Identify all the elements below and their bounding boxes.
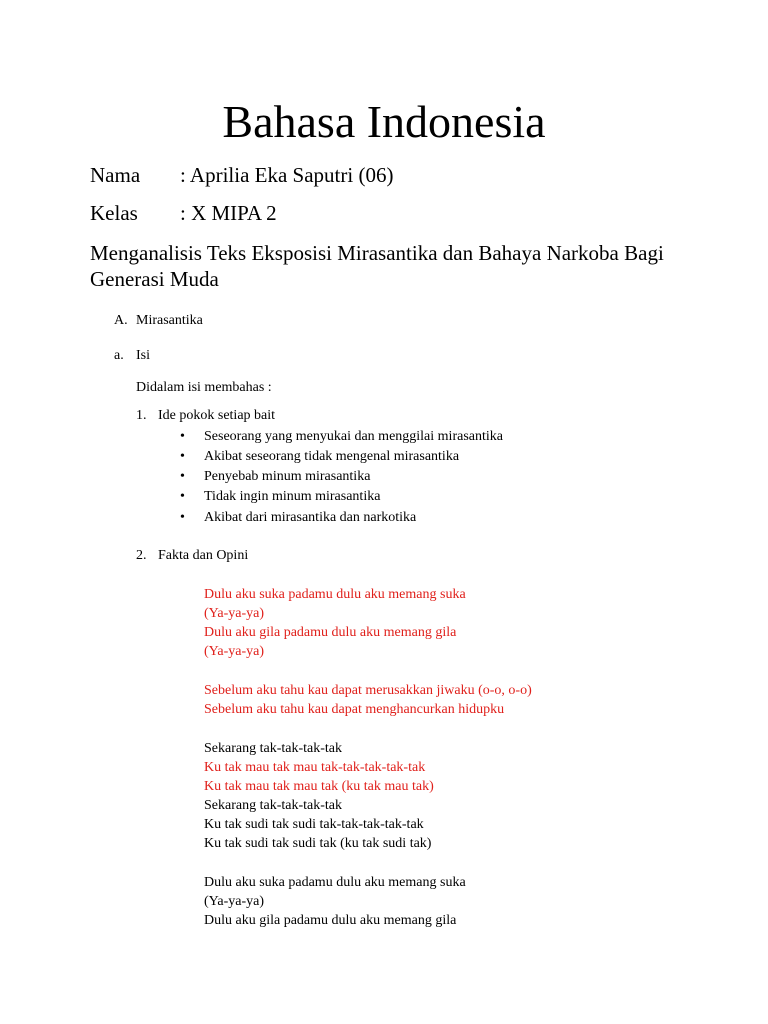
item1-label: Ide pokok setiap bait bbox=[158, 408, 276, 423]
lyric-line: Sebelum aku tahu kau dapat merusakkan jiwaku (o-o, o-o) bbox=[204, 683, 532, 698]
class-field bbox=[90, 200, 277, 226]
bullet-icon: • bbox=[180, 449, 185, 464]
name-label: Nama bbox=[90, 163, 141, 187]
bullet-text: Akibat seseorang tidak mengenal mirasantika bbox=[204, 449, 460, 464]
lyric-line: Ku tak sudi tak sudi tak-tak-tak-tak-tak bbox=[204, 817, 424, 832]
subsection-a-label: Isi bbox=[136, 348, 150, 363]
class-label: Kelas bbox=[90, 201, 138, 225]
item2-marker: 2. bbox=[136, 548, 147, 563]
lyric-line: Ku tak sudi tak sudi tak (ku tak sudi tak) bbox=[204, 836, 432, 851]
lyric-line: Dulu aku gila padamu dulu aku memang gila bbox=[204, 913, 457, 928]
lyric-line: Sekarang tak-tak-tak-tak bbox=[204, 798, 342, 813]
bullet-item bbox=[180, 508, 417, 527]
bullet-text: Seseorang yang menyukai dan menggilai mirasantika bbox=[204, 429, 503, 444]
bullet-item bbox=[180, 447, 460, 466]
lyric-line: Sekarang tak-tak-tak-tak bbox=[204, 741, 342, 756]
class-value: : X MIPA 2 bbox=[180, 201, 277, 225]
name-value: : Aprilia Eka Saputri (06) bbox=[180, 163, 394, 187]
name-field bbox=[90, 162, 393, 188]
lyric-line: (Ya-ya-ya) bbox=[204, 894, 264, 909]
bullet-icon: • bbox=[180, 489, 185, 504]
item2-label: Fakta dan Opini bbox=[158, 548, 249, 563]
bullet-icon: • bbox=[180, 510, 185, 525]
document-title: Bahasa Indonesia bbox=[222, 96, 546, 147]
bullet-text: Tidak ingin minum mirasantika bbox=[204, 489, 381, 504]
item1-marker: 1. bbox=[136, 408, 147, 423]
bullet-item bbox=[180, 467, 371, 486]
lyric-line: (Ya-ya-ya) bbox=[204, 644, 264, 659]
bullet-icon: • bbox=[180, 429, 185, 444]
intro-text: Didalam isi membahas : bbox=[136, 380, 272, 395]
bullet-item bbox=[180, 427, 503, 446]
section-a-marker: A. bbox=[114, 313, 128, 328]
bullet-text: Penyebab minum mirasantika bbox=[204, 469, 371, 484]
bullet-item bbox=[180, 487, 381, 506]
lyric-line: (Ya-ya-ya) bbox=[204, 606, 264, 621]
lyric-line: Dulu aku suka padamu dulu aku memang suka bbox=[204, 587, 466, 602]
section-a-label: Mirasantika bbox=[136, 313, 203, 328]
subsection-a-marker: a. bbox=[114, 348, 124, 363]
lyric-line: Ku tak mau tak mau tak-tak-tak-tak-tak bbox=[204, 760, 426, 775]
document-subject: Menganalisis Teks Eksposisi Mirasantika dan Bahaya Narkoba Bagi Generasi Muda bbox=[90, 241, 664, 291]
bullet-icon: • bbox=[180, 469, 185, 484]
lyric-line: Ku tak mau tak mau tak (ku tak mau tak) bbox=[204, 779, 434, 794]
lyric-line: Dulu aku suka padamu dulu aku memang suka bbox=[204, 875, 466, 890]
lyric-line: Sebelum aku tahu kau dapat menghancurkan hidupku bbox=[204, 702, 505, 717]
lyric-line: Dulu aku gila padamu dulu aku memang gila bbox=[204, 625, 457, 640]
bullet-text: Akibat dari mirasantika dan narkotika bbox=[204, 510, 417, 525]
